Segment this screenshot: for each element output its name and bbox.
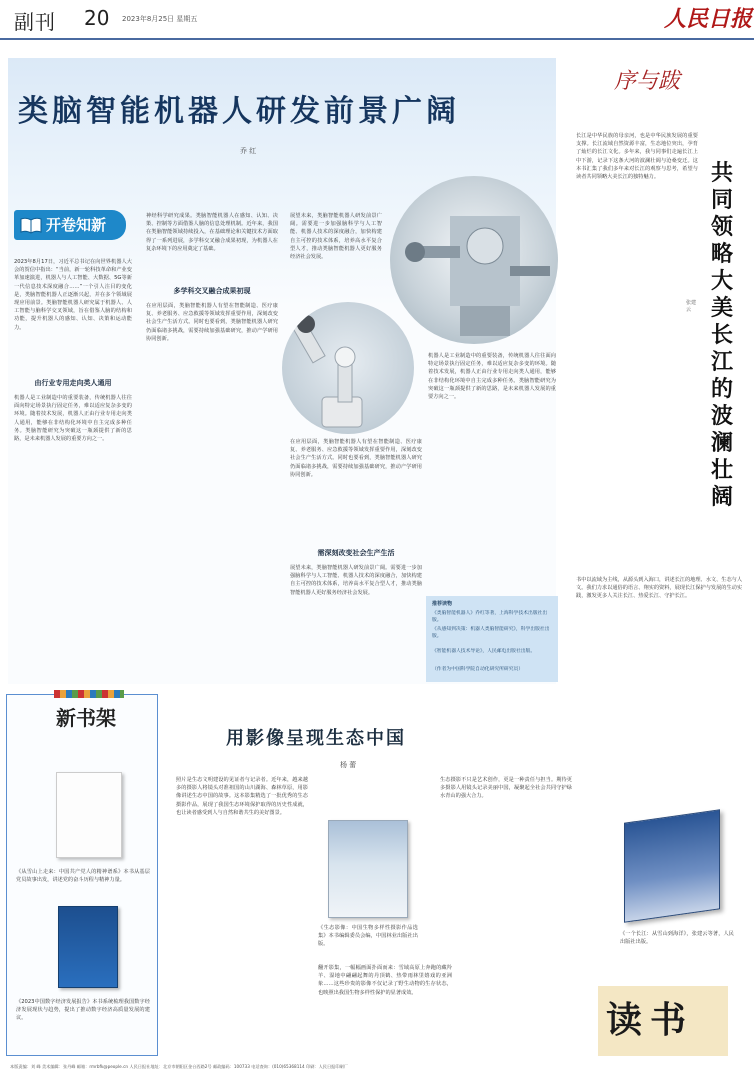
article-column-3c: 展望未来，类脑智能机器人研发前景广阔。需要进一步加强脑科学与人工智能、机器人技术的深度融合，加快构建自主可控的技术体系，培养高水平复合型人才，推动类脑智能机器人更好服务经济社会发展。 xyxy=(290,565,422,596)
humanoid-robot-image xyxy=(390,176,558,344)
article-column-2b: 在应用层面，类脑智能机器人有望在智能制造、医疗康复、养老服务、应急救援等领域发挥重要作用，深刻改变社会生产生活方式。同时也要看到，类脑智能机器人研究仍面临诸多挑战，需要持续加强基础研究，推动产学研用协同创新。 xyxy=(146,303,278,342)
book-cover-1 xyxy=(56,772,122,858)
book-caption-2: 《2023中国数字经济发展报告》本书系统梳理我国数字经济发展现状与趋势，提出了推动数字经济高质量发展的建议。 xyxy=(16,999,150,1022)
reading-item-2: 《从感知到决策：机器人类脑智能研究》，科学出版社出版。 xyxy=(432,627,550,640)
newspaper-logo: 人民日报 xyxy=(664,6,753,32)
eco-article-author: 杨 蕾 xyxy=(340,761,357,769)
yangtze-book-cover xyxy=(624,809,720,922)
subhead-2: 多学科交叉融合成果初现 xyxy=(173,287,251,295)
preface-author: 张建云 xyxy=(686,300,697,313)
page-number: 20 xyxy=(84,6,110,30)
robot-arm-image xyxy=(282,302,414,434)
article-column-4: 机器人是工业制造中的重要装备，传统机器人往往面向特定场景执行固定任务，难以适应复杂多变的环境。随着技术发展，机器人正由行业专用走向类人通用，能够在非结构化环境中自主完成多种任务。类脑智能研究为突破这一瓶颈提供了新的思路，是未来机器人发展的重要方向之一。 xyxy=(428,353,556,401)
article-column-1: 2023年8月17日，习近平总书记在向世界机器人大会的贺信中指出：“当前，新一轮科技革命和产业变革加速演进，机器人与人工智能、大数据、5G等新一代信息技术深度融合……”一个引人注目的变化是，类脑智能机器人正逐渐兴起，并在多个领域展现应用前景。类脑智能机器人研究属于机器人、人工智能与脑科学交叉领域，旨在借鉴人脑的结构和功能，提升机器人的感知、认知、决策和运动能力。 xyxy=(14,259,132,331)
book-caption-1: 《从雪山上走来：中国共产党人的精神谱系》本书从基层党员故事出发，讲述党的奋斗历程与精神力量。 xyxy=(16,869,150,884)
preface-column-1: 长江是中华民族的母亲河，也是中华民族发展的重要支撑。长江流域自然资源丰富，生态地位突出，孕育了灿烂的长江文化。多年来，我与同事们走遍长江上中下游，记录下这条大河的波澜壮阔与沧桑变迁。这本书汇集了我们多年来对长江的观察与思考，希望与读者共同领略大美长江的独特魅力。 xyxy=(576,133,698,181)
article-column-1b: 机器人是工业制造中的重要装备，传统机器人往往面向特定场景执行固定任务，难以适应复杂多变的环境。随着技术发展，机器人正由行业专用走向类人通用，能够在非结构化环境中自主完成多种任务。类脑智能研究为突破这一瓶颈提供了新的思路，是未来机器人发展的重要方向之一。 xyxy=(14,395,132,443)
reading-box-heading: 推荐读物 xyxy=(432,601,453,607)
article-title: 类脑智能机器人研发前景广阔 xyxy=(18,94,460,129)
article-author: 乔 红 xyxy=(240,147,257,155)
yangtze-book-caption: 《一个长江：从雪山到海洋》，张建云等著，人民出版社出版。 xyxy=(620,931,734,946)
masthead xyxy=(0,0,754,40)
preface-column-2: 书中以流域为主线，从源头到入海口，讲述长江的地理、水文、生态与人文。我们力求以通俗的语言、翔实的资料，展现长江保护与发展的生动实践，激发更多人关注长江、热爱长江、守护长江。 xyxy=(576,577,742,600)
eco-book-caption: 《生态影像：中国生物多样性摄影作品选集》本书编辑委员会编，中国林业出版社出版。 xyxy=(318,925,418,948)
subhead-3: 需深刻改变社会生产生活 xyxy=(317,549,395,557)
open-book-icon xyxy=(20,216,42,234)
issue-date: 2023年8月25日 星期五 xyxy=(122,15,198,23)
section-name: 副刊 xyxy=(14,10,56,34)
column-badge-label: 开卷知新 xyxy=(46,216,107,234)
reading-item-1: 《类脑智能机器人》乔红等著，上海科学技术出版社出版。 xyxy=(432,611,548,624)
eco-article-title: 用影像呈现生态中国 xyxy=(226,728,406,749)
eco-column-1: 照片是生态文明建设的见证者与记录者。近年来，越来越多的摄影人将镜头对准祖国的山川湖海、森林草原，用影像讲述生态中国的故事。这本影集精选了一批优秀的生态摄影作品，展现了我国生态环境保护取得的历史性成就，也让读者感受到人与自然和谐共生的美好图景。 xyxy=(176,777,308,816)
book-cover-2 xyxy=(58,906,118,988)
page-footer: 本版责编：刘 峰 美术编辑：张丹峰 邮箱：rmrbfk@people.cn 人民日报社地址：北京市朝阳区金台西路2号 邮政编码：100733 电话查询：(010)65368114 印刷：人民日报印刷厂 xyxy=(10,1064,348,1069)
reading-item-3: 《智能机器人技术导论》，人民邮电出版社出版。 xyxy=(432,649,536,654)
preface-title: 共 同 领 略 大 美 长 江 的 波 澜 壮 阔 xyxy=(710,160,733,510)
eco-book-cover xyxy=(328,820,408,918)
author-note: （作者为中国科学院自动化研究所研究员） xyxy=(432,667,524,672)
article-column-2: 神经科学研究成果。类脑智能机器人在感知、认知、决策、控制等方面借鉴人脑的信息处理机制。近年来，我国在类脑智能领域持续投入，在基础理论和关键技术方面取得了一系列进展，多学科交叉融合成果初现，为机器人在复杂环境下的应用奠定了基础。 xyxy=(146,213,278,252)
column-logo-preface: 序与跋 xyxy=(614,69,681,94)
article-column-3b: 在应用层面，类脑智能机器人有望在智能制造、医疗康复、养老服务、应急救援等领域发挥重要作用，深刻改变社会生产生活方式。同时也要看到，类脑智能机器人研究仍面临诸多挑战，需要持续加强基础研究，推动产学研用协同创新。 xyxy=(290,439,422,478)
new-books-title: 新书架 xyxy=(56,706,116,730)
eco-column-3: 生态摄影不只是艺术创作，更是一种责任与担当。期待更多摄影人用镜头记录美丽中国，凝聚起全社会共同守护绿水青山的强大合力。 xyxy=(440,777,572,800)
reading-column-logo: 读书 xyxy=(606,999,695,1041)
article-column-3: 展望未来，类脑智能机器人研发前景广阔。需要进一步加强脑科学与人工智能、机器人技术的深度融合，加快构建自主可控的技术体系，培养高水平复合型人才，推动类脑智能机器人更好服务经济社会发展。 xyxy=(290,213,382,261)
bookshelf-icon xyxy=(54,690,124,698)
eco-column-2: 翻开影集，一幅幅画面扑面而来：雪域高原上奔跑的藏羚羊、湿地中翩翩起舞的丹顶鹤、热带雨林里嬉戏的亚洲象……这些珍贵的影像不仅记录了野生动物的生存状态，也映照出我国生物多样性保护的显著成效。 xyxy=(318,965,452,996)
subhead-1: 由行业专用走向类人通用 xyxy=(34,379,112,387)
